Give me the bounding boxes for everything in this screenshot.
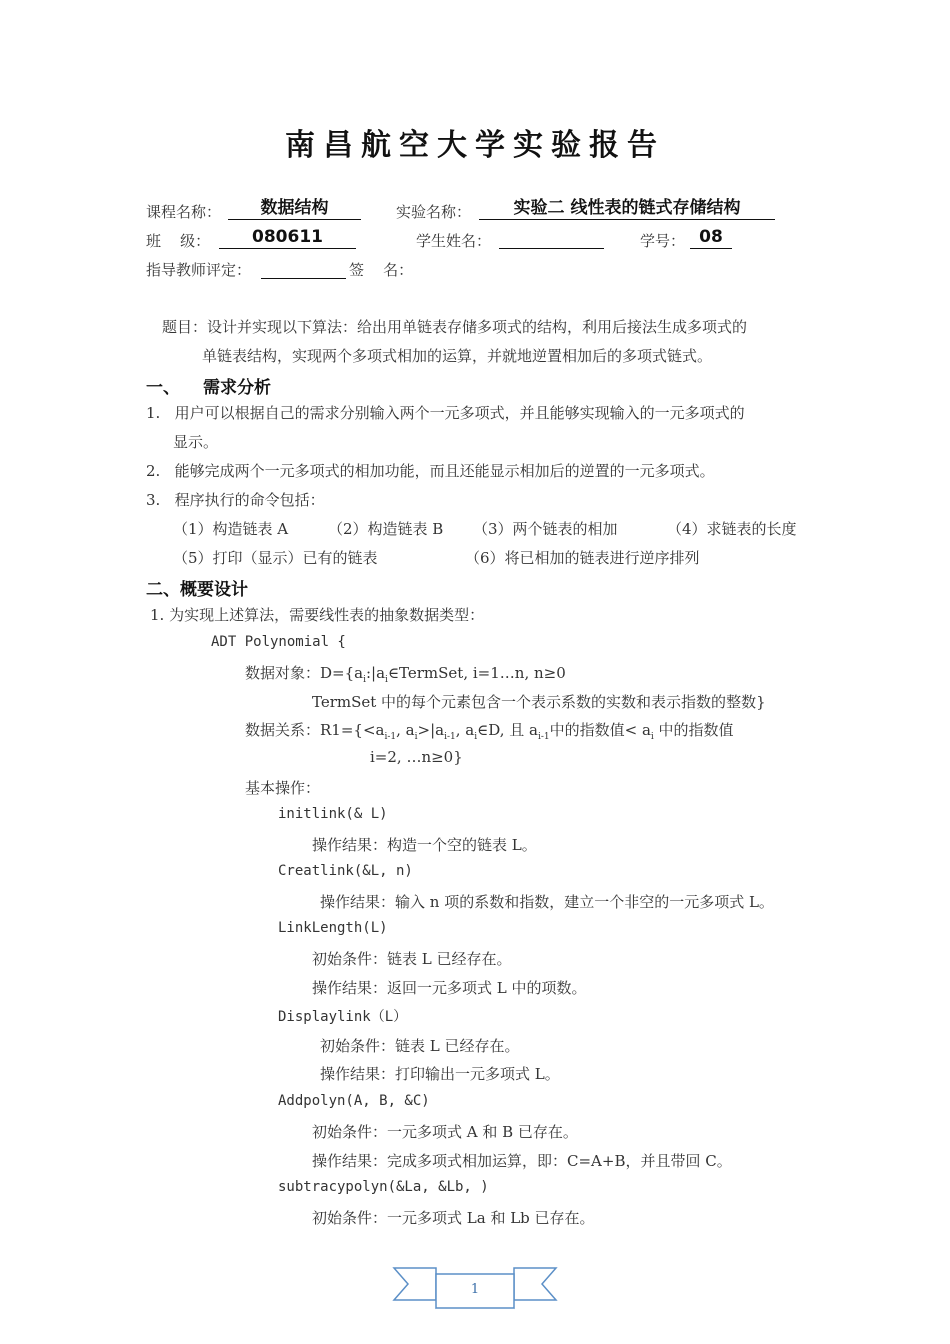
basic-ops-label: 基本操作： [245, 779, 321, 797]
relation-line: 数据关系：$R1=\{<a_{i-1}$, $a_i>|a_{i-1}$, $a_i\in D$, 且 $a_{i-1}$中的指数值< $a_i$ 中的指数值 [245, 721, 734, 742]
section2-title: 二、概要设计 [146, 580, 248, 600]
termset-line: TermSet 中的每个元素包含一个表示系数的实数和表示指数的整数} [312, 693, 766, 711]
op-addpolyn-condition: 初始条件：一元多项式 A 和 B 已存在。 [312, 1123, 578, 1141]
op-creatlink-result: 操作结果：输入 n 项的系数和指数，建立一个非空的一元多项式 L。 [320, 893, 774, 911]
op-initlink-result: 操作结果：构造一个空的链表 L。 [312, 836, 537, 854]
student-name-label: 学生姓名： [416, 232, 492, 250]
command-1: （1）构造链表 A [173, 520, 289, 538]
design-intro: 1. 为实现上述算法，需要线性表的抽象数据类型： [150, 606, 485, 624]
op-linklength-result: 操作结果：返回一元多项式 L 中的项数。 [312, 979, 587, 997]
section1-number: 一、 [146, 378, 180, 398]
signature-label: 签 名： [349, 261, 414, 279]
class-label: 班 级： [146, 232, 211, 250]
document-title: 南昌航空大学实验报告 [285, 128, 665, 163]
teacher-eval-blank [261, 258, 346, 279]
teacher-eval-label: 指导教师评定： [146, 261, 252, 279]
op-displaylink-result: 操作结果：打印输出一元多项式 L。 [320, 1065, 560, 1083]
student-id-label: 学号： [640, 232, 686, 250]
course-label: 课程名称： [146, 203, 222, 221]
course-value: 数据结构 [228, 197, 361, 220]
command-2: （2）构造链表 B [328, 520, 444, 538]
op-addpolyn-result: 操作结果：完成多项式相加运算，即：C=A+B，并且带回 C。 [312, 1152, 732, 1170]
experiment-value: 实验二 线性表的链式存储结构 [479, 197, 775, 220]
command-3: （3）两个链表的相加 [473, 520, 618, 538]
op-linklength: LinkLength(L) [278, 920, 388, 936]
experiment-label: 实验名称： [396, 203, 472, 221]
req-item-1a: 1. 用户可以根据自己的需求分别输入两个一元多项式，并且能够实现输入的一元多项式的 [146, 404, 745, 422]
command-4: （4）求链表的长度 [667, 520, 797, 538]
class-value: 080611 [219, 226, 356, 249]
op-displaylink-condition: 初始条件：链表 L 已经存在。 [320, 1037, 520, 1055]
op-creatlink: Creatlink(&L, n) [278, 863, 413, 879]
op-subtracypolyn-condition: 初始条件：一元多项式 La 和 Lb 已存在。 [312, 1209, 595, 1227]
topic-line-1: 题目：设计并实现以下算法：给出用单链表存储多项式的结构，利用后接法生成多项式的 [162, 318, 748, 336]
req-item-1b: 显示。 [173, 433, 219, 451]
op-addpolyn: Addpolyn(A, B, &C) [278, 1093, 430, 1109]
op-linklength-condition: 初始条件：链表 L 已经存在。 [312, 950, 512, 968]
relation-line-2: i=2, …n≥0} [370, 748, 463, 766]
req-item-3: 3. 程序执行的命令包括： [146, 491, 325, 509]
req-item-2: 2. 能够完成两个一元多项式的相加功能，而且还能显示相加后的逆置的一元多项式。 [146, 462, 715, 480]
page-number: 1 [470, 1282, 480, 1297]
student-id-value: 08 [690, 226, 732, 249]
topic-line-2: 单链表结构，实现两个多项式相加的运算，并就地逆置相加后的多项式链式。 [202, 347, 713, 365]
data-object-line: 数据对象：$D=\{a_i:|a_i\in TermSet$, i=1…n, n≥0 [245, 664, 566, 685]
command-5: （5）打印（显示）已有的链表 [173, 549, 378, 567]
op-displaylink: Displaylink（L） [278, 1009, 408, 1025]
command-6: （6）将已相加的链表进行逆序排列 [465, 549, 700, 567]
section1-title: 需求分析 [203, 378, 271, 398]
op-subtracypolyn: subtracypolyn(&La, &Lb, ) [278, 1179, 489, 1195]
op-initlink: initlink(& L) [278, 806, 388, 822]
student-name-value [499, 226, 604, 249]
adt-open: ADT Polynomial { [211, 634, 346, 650]
